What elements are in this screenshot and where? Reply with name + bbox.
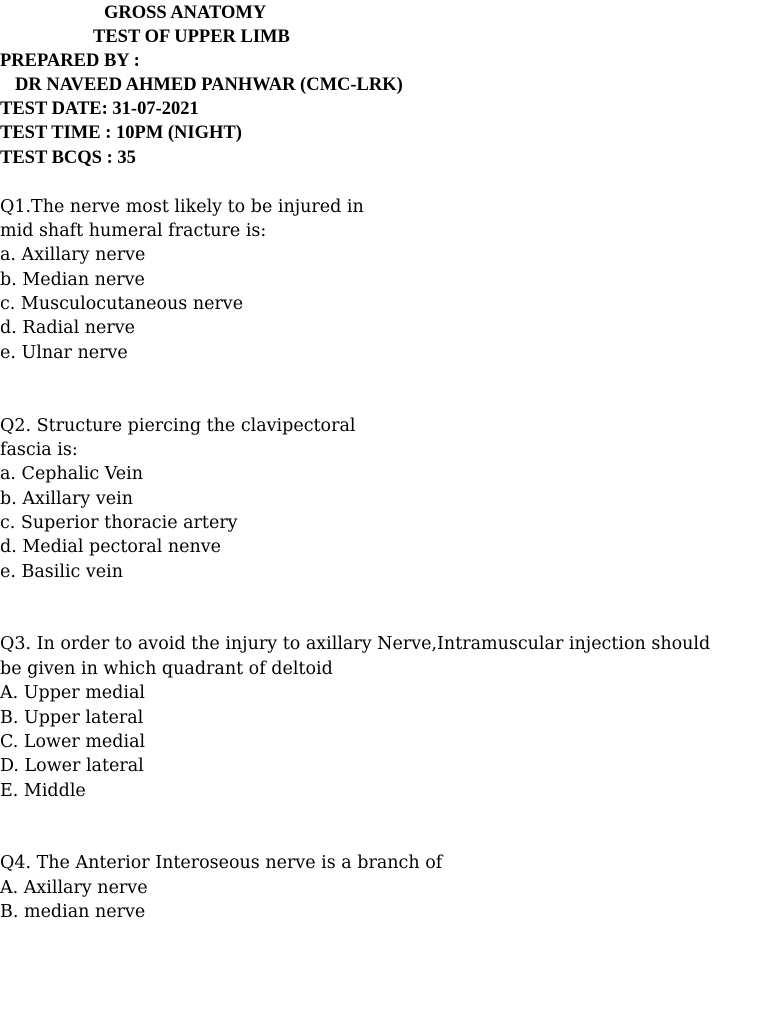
question-2-option: b. Axillary vein <box>0 489 133 509</box>
document-title: GROSS ANATOMY <box>104 3 267 23</box>
question-3-option: D. Lower lateral <box>0 756 144 776</box>
question-4-text: Q4. The Anterior Interoseous nerve is a branch of <box>0 853 443 873</box>
question-2-option: c. Superior thoracie artery <box>0 513 238 533</box>
question-3-option: A. Upper medial <box>0 683 145 703</box>
question-1-text: mid shaft humeral fracture is: <box>0 221 267 241</box>
test-time: TEST TIME : 10PM (NIGHT) <box>0 123 242 143</box>
question-2-option: a. Cephalic Vein <box>0 464 144 484</box>
document-subtitle: TEST OF UPPER LIMB <box>93 27 290 47</box>
question-4-option: A. Axillary nerve <box>0 878 148 898</box>
author-name: DR NAVEED AHMED PANHWAR (CMC-LRK) <box>15 75 403 95</box>
question-1-option: e. Ulnar nerve <box>0 343 128 363</box>
question-2-option: d. Medial pectoral nenve <box>0 537 222 557</box>
question-3-text: be given in which quadrant of deltoid <box>0 659 333 679</box>
question-2-option: e. Basilic vein <box>0 562 124 582</box>
question-1-option: b. Median nerve <box>0 270 145 290</box>
test-date: TEST DATE: 31-07-2021 <box>0 99 199 119</box>
question-3-option: C. Lower medial <box>0 732 146 752</box>
question-1-option: c. Musculocutaneous nerve <box>0 294 244 314</box>
question-1-option: a. Axillary nerve <box>0 245 146 265</box>
question-3-text: Q3. In order to avoid the injury to axillary Nerve,Intramuscular injection should <box>0 634 711 654</box>
question-3-option: E. Middle <box>0 781 86 801</box>
question-1-option: d. Radial nerve <box>0 318 135 338</box>
question-4-option: B. median nerve <box>0 902 146 922</box>
test-bcqs: TEST BCQS : 35 <box>0 148 136 168</box>
question-1-text: Q1.The nerve most likely to be injured in <box>0 197 364 217</box>
question-2-text: Q2. Structure piercing the clavipectoral <box>0 416 356 436</box>
prepared-by-label: PREPARED BY : <box>0 51 140 71</box>
question-2-text: fascia is: <box>0 440 78 460</box>
question-3-option: B. Upper lateral <box>0 708 144 728</box>
